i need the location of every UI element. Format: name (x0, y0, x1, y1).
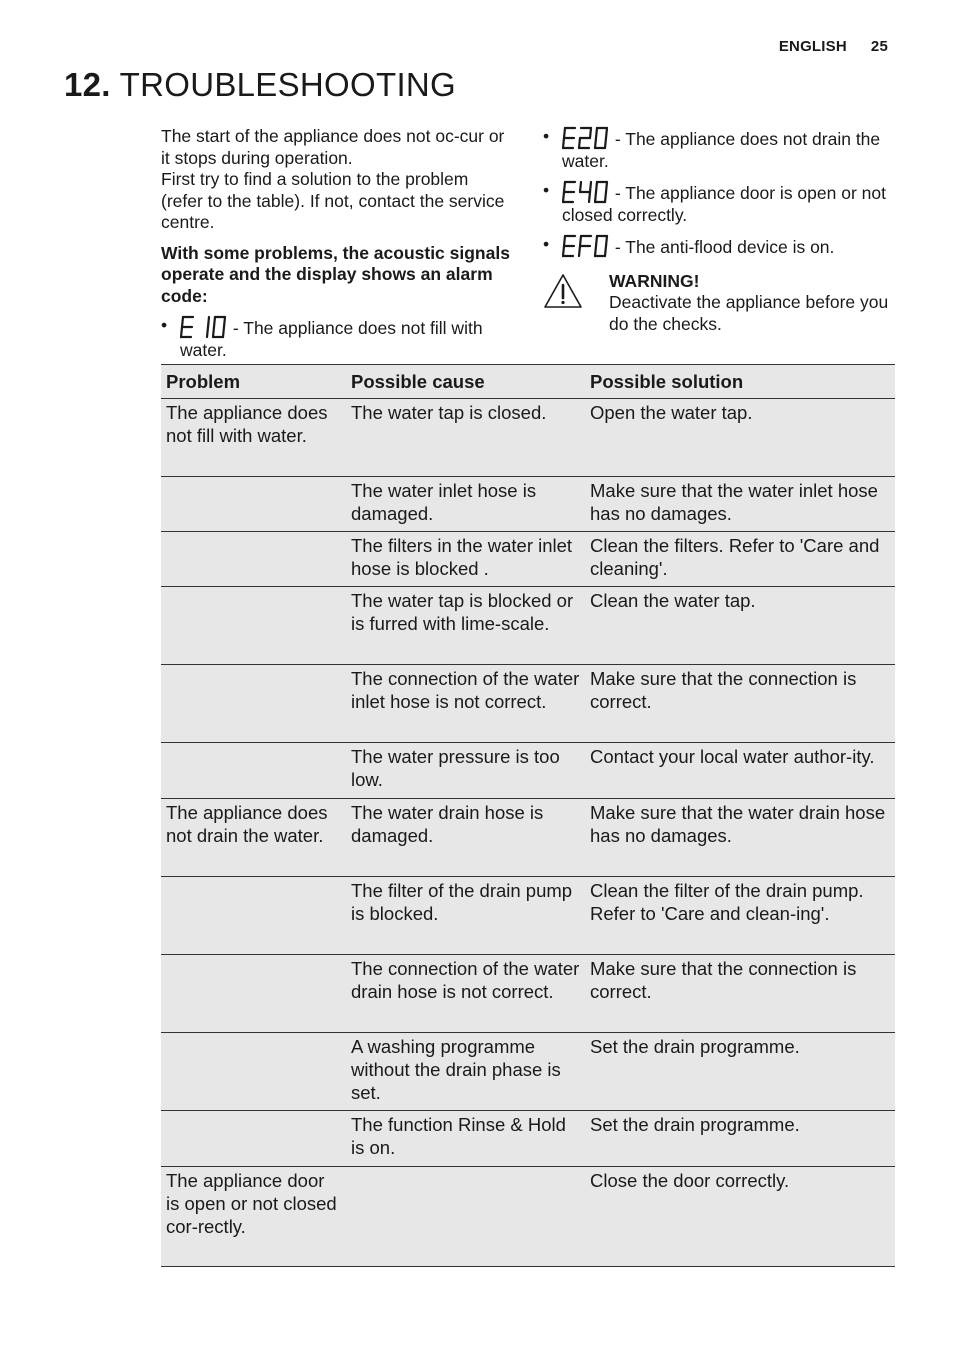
intro-paragraph-2: First try to find a solution to the problem (refer to the table). If not, contact the service centre. (161, 169, 505, 232)
table-row (161, 955, 895, 1033)
cause-cell: The connection of the water drain hose is not correct. (346, 955, 585, 1033)
problem-cell (161, 1111, 346, 1167)
alarm-code-e20-icon (562, 126, 610, 150)
problem-cell: The appliance does not fill with water. (161, 399, 346, 477)
problem-cell (161, 743, 346, 799)
cause-cell: The water pressure is too low. (346, 743, 585, 799)
problem-cell (161, 477, 346, 532)
troubleshooting-table (161, 364, 895, 1267)
bullet-dot: • (543, 126, 550, 146)
solution-cell: Make sure that the connection is correct. (585, 955, 895, 1033)
alarm-item-e10 (161, 315, 513, 361)
problem-cell (161, 587, 346, 665)
warning-text: Deactivate the appliance before you do the checks. (609, 292, 889, 334)
problem-cell (161, 665, 346, 743)
warning-triangle-icon (543, 273, 583, 315)
table-row (161, 877, 895, 955)
solution-cell: Make sure that the water inlet hose has no damages. (585, 477, 895, 532)
problem-cell (161, 532, 346, 587)
table-row (161, 477, 895, 532)
problem-cell (161, 1033, 346, 1111)
alarm-text: - The appliance does not drain the water. (562, 129, 881, 171)
warning-box (543, 271, 898, 336)
solution-cell: Set the drain programme. (585, 1033, 895, 1111)
table-row (161, 799, 895, 877)
header-problem: Problem (161, 365, 346, 399)
problem-cell: The appliance does not drain the water. (161, 799, 346, 877)
solution-cell: Clean the filter of the drain pump. Refer to 'Care and clean-ing'. (585, 877, 895, 955)
cause-cell: The filters in the water inlet hose is blocked . (346, 532, 585, 587)
solution-cell: Set the drain programme. (585, 1111, 895, 1167)
header-possible-solution: Possible solution (585, 365, 895, 399)
bullet-dot: • (161, 315, 168, 335)
page-header (779, 38, 888, 55)
solution-cell: Close the door correctly. (585, 1167, 895, 1267)
table-row (161, 532, 895, 587)
bullet-dot: • (543, 234, 550, 254)
table-row (161, 665, 895, 743)
alarm-item-e40 (543, 180, 898, 226)
alarm-item-ef0 (543, 234, 898, 259)
alarm-code-e10-icon (180, 315, 228, 339)
section-heading (64, 66, 456, 104)
cause-cell: The function Rinse & Hold is on. (346, 1111, 585, 1167)
intro-column (161, 126, 513, 361)
solution-cell: Make sure that the water drain hose has no damages. (585, 799, 895, 877)
language-label: ENGLISH (778, 38, 847, 55)
bullet-dot: • (543, 180, 550, 200)
solution-cell: Clean the filters. Refer to 'Care and cleaning'. (585, 532, 895, 587)
solution-cell: Open the water tap. (585, 399, 895, 477)
alarm-item-e20 (543, 126, 898, 172)
alarm-code-ef0-icon (562, 234, 610, 258)
table-row (161, 587, 895, 665)
cause-cell: The water tap is closed. (346, 399, 585, 477)
cause-cell (346, 1167, 585, 1267)
table-row (161, 1167, 895, 1267)
alarm-text: - The appliance door is open or not closed correctly. (562, 183, 886, 225)
section-number: 12. (64, 66, 111, 103)
cause-cell: The water drain hose is damaged. (346, 799, 585, 877)
intro-paragraph-1: The start of the appliance does not oc-cur or it stops during operation. (161, 126, 505, 168)
table-header-row (161, 365, 895, 399)
alarm-text: - The appliance does not fill with water. (180, 318, 483, 360)
alarm-list-column (543, 126, 898, 335)
table-row (161, 399, 895, 477)
cause-cell: The water inlet hose is damaged. (346, 477, 585, 532)
warning-title: WARNING! (609, 270, 700, 291)
problem-cell (161, 955, 346, 1033)
cause-cell: The connection of the water inlet hose is not correct. (346, 665, 585, 743)
section-title: TROUBLESHOOTING (119, 66, 457, 103)
alarm-code-e40-icon (562, 180, 610, 204)
cause-cell: A washing programme without the drain phase is set. (346, 1033, 585, 1111)
table-row (161, 1033, 895, 1111)
header-possible-cause: Possible cause (346, 365, 585, 399)
problem-cell: The appliance door is open or not closed cor-rectly. (161, 1167, 346, 1267)
table-row (161, 743, 895, 799)
solution-cell: Contact your local water author-ity. (585, 743, 895, 799)
cause-cell: The filter of the drain pump is blocked. (346, 877, 585, 955)
alarm-intro: With some problems, the acoustic signals operate and the display shows an alarm code: (161, 242, 510, 306)
alarm-text: - The anti-flood device is on. (614, 237, 835, 257)
table-row (161, 1111, 895, 1167)
solution-cell: Make sure that the connection is correct. (585, 665, 895, 743)
cause-cell: The water tap is blocked or is furred with lime-scale. (346, 587, 585, 665)
solution-cell: Clean the water tap. (585, 587, 895, 665)
page-number: 25 (870, 38, 888, 55)
problem-cell (161, 877, 346, 955)
